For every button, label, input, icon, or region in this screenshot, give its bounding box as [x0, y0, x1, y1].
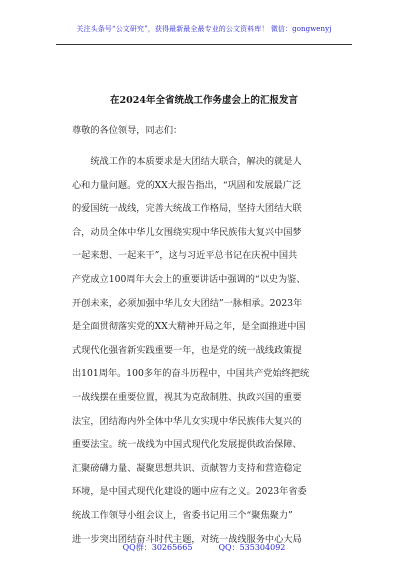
body-line: 统战工作领导小组会议上，省委书记用三个“聚焦聚力” — [72, 509, 293, 521]
body-line: 法宝，团结海内外全体中华儿女实现中华民族伟大复兴的 — [72, 415, 302, 427]
body-line: 的爱国统一战线，完善大统战工作格局，坚持大团结大联 — [72, 203, 302, 215]
body-paragraph — [72, 150, 340, 551]
body-line: 汇聚磅礴力量、凝聚思想共识、贡献智力支持和营造稳定 — [72, 462, 302, 474]
footer-qq: QQ：535304092 — [218, 543, 286, 552]
body-line: 合，动员全体中华儿女围绕实现中华民族伟大复兴中国梦 — [72, 226, 302, 238]
body-line: 出101周年。100多年的奋斗历程中，中国共产党始终把统 — [72, 368, 310, 380]
body-line: 式现代化强省新实践重要一年，也是党的统一战线政策提 — [72, 344, 302, 356]
header-banner: 关注头条号“公文研究”，获得最新最全最专业的公文资料库！ 微信：gongwenyj — [76, 25, 332, 33]
footer-qq-group: QQ群：30265665 — [122, 543, 193, 552]
header-divider — [56, 44, 352, 45]
body-line: 是全面贯彻落实党的XX大精神开局之年，是全面推进中国 — [72, 321, 306, 333]
body-line: 统战工作的本质要求是大团结大联合，解决的就是人 — [72, 156, 302, 167]
body-line: 心和力量问题。党的XX大报告指出，“巩固和发展最广泛 — [72, 179, 302, 191]
body-line: 开创未来，必须加强中华儿女大团结”一脉相承。2023年 — [72, 297, 303, 309]
body-line: 产党成立100周年大会上的重要讲话中强调的“以史为鉴、 — [72, 273, 306, 285]
body-line: 一起来想、一起来干”，这与习近平总书记在庆祝中国共 — [72, 250, 298, 262]
salutation: 尊敬的各位领导，同志们： — [72, 125, 183, 136]
body-line: 进一步突出团结奋斗时代主题，对统一战线服务中心大局 — [72, 533, 302, 545]
document-title: 在2024年全省统战工作务虚会上的汇报发言 — [110, 95, 298, 106]
body-line: 环境，是中国式现代化建设的题中应有之义。2023年省委 — [72, 486, 307, 498]
body-line: 重要法宝。统一战线为中国式现代化发展提供政治保障、 — [72, 439, 302, 451]
footer-contact — [0, 542, 408, 553]
body-line: 一战线摆在重要位置，视其为克敌制胜、执政兴国的重要 — [72, 391, 302, 403]
